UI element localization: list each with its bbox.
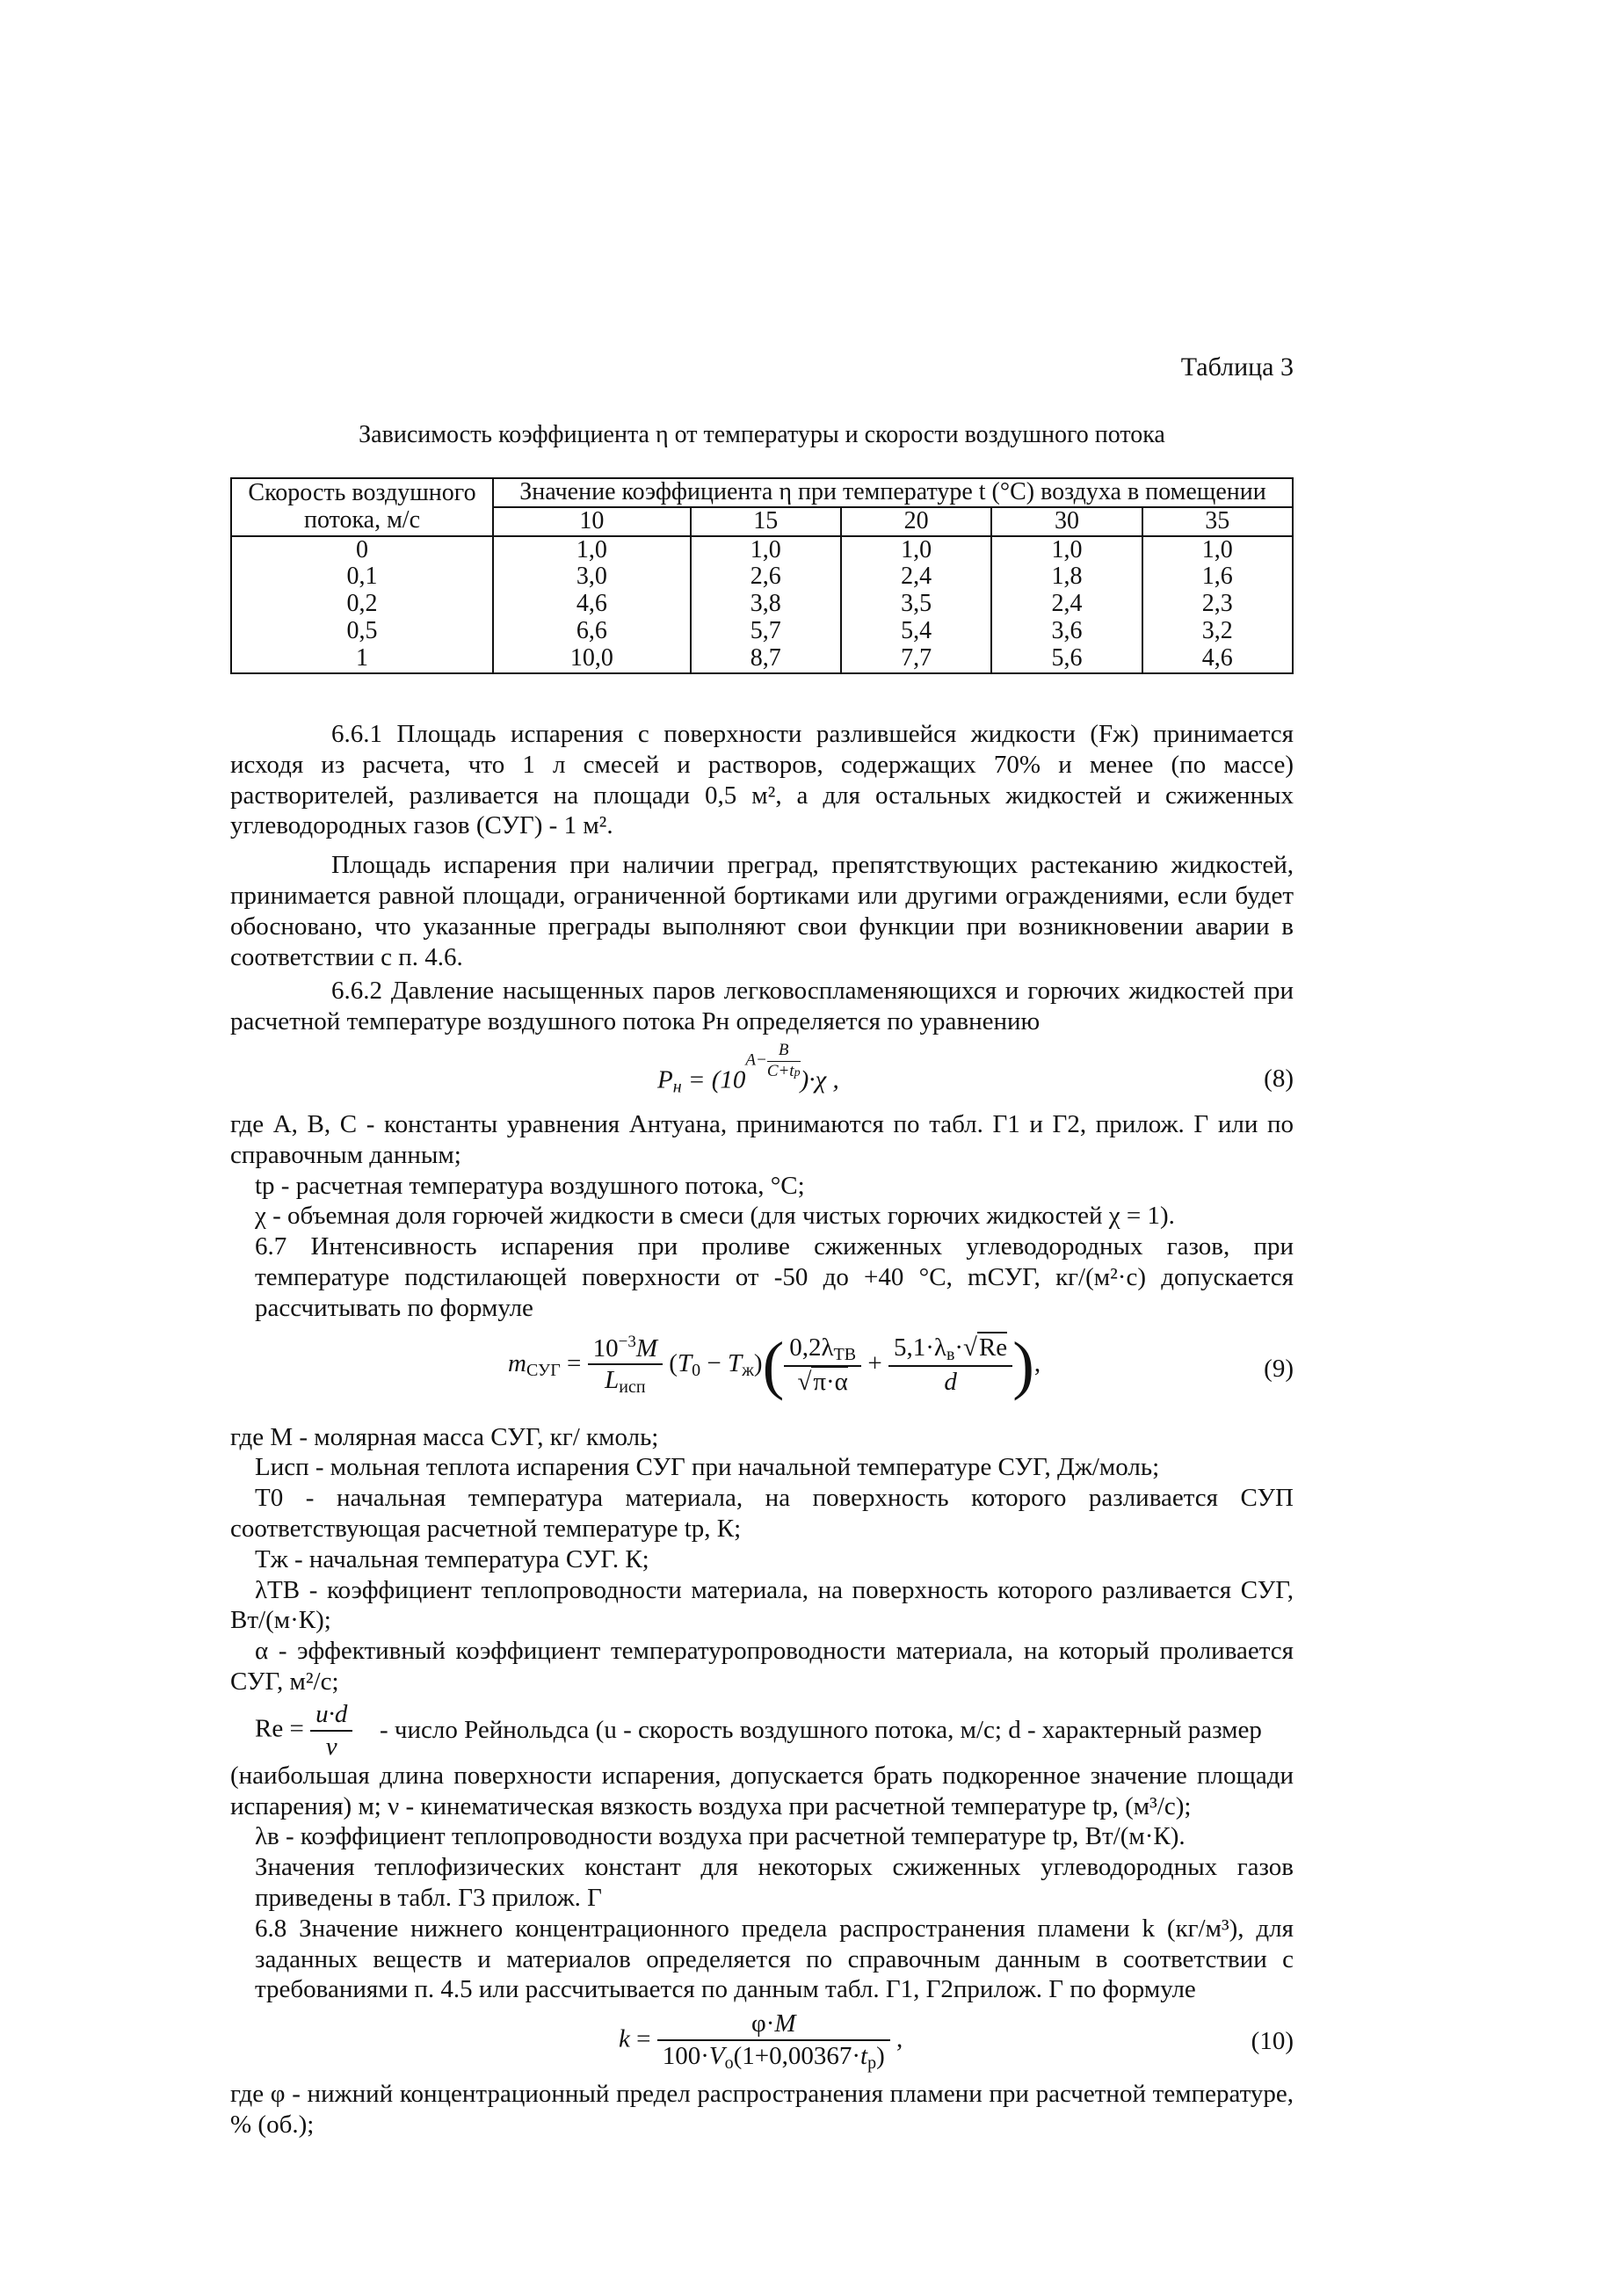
formula-re [230, 1699, 1294, 1761]
formula-8 [230, 1037, 1294, 1109]
table-number: Таблица 3 [1180, 352, 1294, 381]
value-cell: 1,0 [1142, 536, 1293, 564]
paragraph-Lisp: Lисп - мольная теплота испарения СУГ при начальной температуре СУГ, Дж/моль; [255, 1453, 1160, 1482]
formula-9-expression: $m_{СУГ}$ = $\frac{10^{-3}M}{L_{исп}}$ $(T_0 - T_ж)$( $\frac{0,2\lambda_{ТВ}}{√\pi\cdot\alpha}$ + $\frac{5,1\cdot\lambda_в\cdot√Re}{d}$ ), [508, 1328, 1041, 1401]
paragraph-reynolds: - число Рейнольдса (u - скорость воздушного потока, м/с; d - характерный размер [380, 1715, 1262, 1744]
speed-cell: 0,2 [231, 591, 493, 618]
value-cell: 3,8 [691, 591, 841, 618]
paragraph-lambda-tv: λТВ - коэффициент теплопроводности материала, на поверхность которого разливается СУГ, Вт/(м·К); [230, 1575, 1294, 1635]
formula-re-expression: Re = $\frac{u\cdot d}{\nu}$ [255, 1699, 352, 1762]
value-cell: 2,6 [691, 563, 841, 591]
value-cell: 3,0 [493, 563, 691, 591]
speed-cell: 0,1 [231, 563, 493, 591]
value-cell: 1,0 [841, 536, 991, 564]
value-cell: 5,4 [841, 618, 991, 645]
paragraph-T0: Т0 - начальная температура материала, на поверхность которого разливается СУП соответствующая расчетной температуре tр, К; [230, 1484, 1294, 1543]
value-cell: 10,0 [493, 645, 691, 673]
value-cell: 1,0 [493, 536, 691, 564]
formula-9-number: (9) [1264, 1354, 1294, 1383]
group-header: Значение коэффициента η при температуре t (°С) воздуха в помещении [493, 478, 1293, 507]
paragraph-6-7: 6.7 Интенсивность испарения при проливе сжиженных углеводородных газов, при температуре подстилающей поверхности от -50 до +40 °С, mСУГ, кг/(м²·с) допускается рассчитывать по формуле [255, 1232, 1294, 1322]
speed-cell: 0,5 [231, 618, 493, 645]
paragraph-M: где М - молярная масса СУГ, кг/ кмоль; [230, 1422, 659, 1451]
table-row [231, 591, 1293, 618]
temp-header: 10 [493, 507, 691, 536]
eta-table [230, 477, 1294, 674]
table-row [231, 563, 1293, 591]
temp-header: 15 [691, 507, 841, 536]
value-cell: 5,7 [691, 618, 841, 645]
value-cell: 1,6 [1142, 563, 1293, 591]
table-row [231, 618, 1293, 645]
paragraph-chi: χ - объемная доля горючей жидкости в смеси (для чистых горючих жидкостей χ = 1). [255, 1202, 1175, 1231]
paragraph-Tzh: Тж - начальная температура СУГ. К; [255, 1544, 649, 1573]
value-cell: 5,6 [991, 645, 1142, 673]
value-cell: 8,7 [691, 645, 841, 673]
table-row [231, 645, 1293, 673]
value-cell: 7,7 [841, 645, 991, 673]
paragraph-6-6-2: 6.6.2 Давление насыщенных паров легковоспламеняющихся и горючих жидкостей при расчетной температуре воздушного потока Рн определяется по уравнению [230, 977, 1294, 1036]
value-cell: 3,6 [991, 618, 1142, 645]
value-cell: 6,6 [493, 618, 691, 645]
paragraph-reynolds-cont: (наибольшая длина поверхности испарения, допускается брать подкоренное значение площади испарения) м; ν - кинематическая вязкость воздуха при расчетной температуре tр, (м³/с); [230, 1761, 1294, 1820]
row-header: Скорость воздушного потока, м/с [231, 478, 493, 536]
speed-cell: 1 [231, 645, 493, 673]
value-cell: 1,8 [991, 563, 1142, 591]
paragraph-abc: где А, В, С - константы уравнения Антуана, принимаются по табл. Г1 и Г2, прилож. Г или по справочным данным; [230, 1109, 1294, 1169]
formula-8-number: (8) [1264, 1064, 1294, 1093]
table-title: Зависимость коэффициента η от температуры и скорости воздушного потока [359, 421, 1165, 448]
formula-9 [230, 1324, 1294, 1422]
temp-header: 20 [841, 507, 991, 536]
temp-header: 30 [991, 507, 1142, 536]
value-cell: 1,0 [691, 536, 841, 564]
value-cell: 2,4 [991, 591, 1142, 618]
speed-cell: 0 [231, 536, 493, 564]
value-cell: 3,5 [841, 591, 991, 618]
paragraph-barriers: Площадь испарения при наличии преград, препятствующих растеканию жидкостей, принимается равной площади, ограниченной бортиками или другими ограждениями, если будет обосновано, что указанные преграды выполняют свои функции при возникновении аварии в соответствии с п. 4.6. [230, 851, 1294, 971]
value-cell: 2,3 [1142, 591, 1293, 618]
paragraph-6-6-1: 6.6.1 Площадь испарения с поверхности разлившейся жидкости (Fж) принимается исходя из расчета, что 1 л смесей и растворов, содержащих 70% и менее (по массе) растворителей, разливается на площади 0,5 м², а для остальных жидкостей и сжиженных углеводородных газов (СУГ) - 1 м². [230, 720, 1294, 840]
paragraph-constants: Значения теплофизических констант для некоторых сжиженных углеводородных газов приведены в табл. Г3 прилож. Г [255, 1853, 1294, 1912]
value-cell: 3,2 [1142, 618, 1293, 645]
paragraph-lambda-v: λв - коэффициент теплопроводности воздуха при расчетной температуре tр, Вт/(м·К). [255, 1822, 1186, 1851]
body-text [230, 719, 1294, 2140]
paragraph-alpha: α - эффективный коэффициент температуропроводности материала, на который проливается СУГ, м²/с; [230, 1637, 1294, 1696]
value-cell: 4,6 [493, 591, 691, 618]
value-cell: 4,6 [1142, 645, 1293, 673]
paragraph-6-8: 6.8 Значение нижнего концентрационного предела распространения пламени k (кг/м³), для заданных веществ и материалов определяется по справочным данным в соответствии с требованиями п. 4.5 или рассчитывается по данным табл. Г1, Г2прилож. Г по формуле [255, 1914, 1294, 2004]
value-cell: 1,0 [991, 536, 1142, 564]
formula-8-expression: $P_н = (10A-$ B C+tр )·χ , [657, 1040, 839, 1097]
paragraph-phi: где φ - нижний концентрационный предел распространения пламени при расчетной температуре, % (об.); [230, 2080, 1294, 2139]
paragraph-tp: tр - расчетная температура воздушного потока, °С; [255, 1171, 805, 1200]
formula-10-number: (10) [1251, 2027, 1294, 2056]
value-cell: 2,4 [841, 563, 991, 591]
temp-header: 35 [1142, 507, 1293, 536]
formula-10 [230, 2005, 1294, 2079]
table-row [231, 536, 1293, 564]
formula-10-expression: k = $\frac{\varphi\cdot M}{100\cdot V_о(1+0,00367\cdot t_р)}$ , [619, 2009, 903, 2073]
